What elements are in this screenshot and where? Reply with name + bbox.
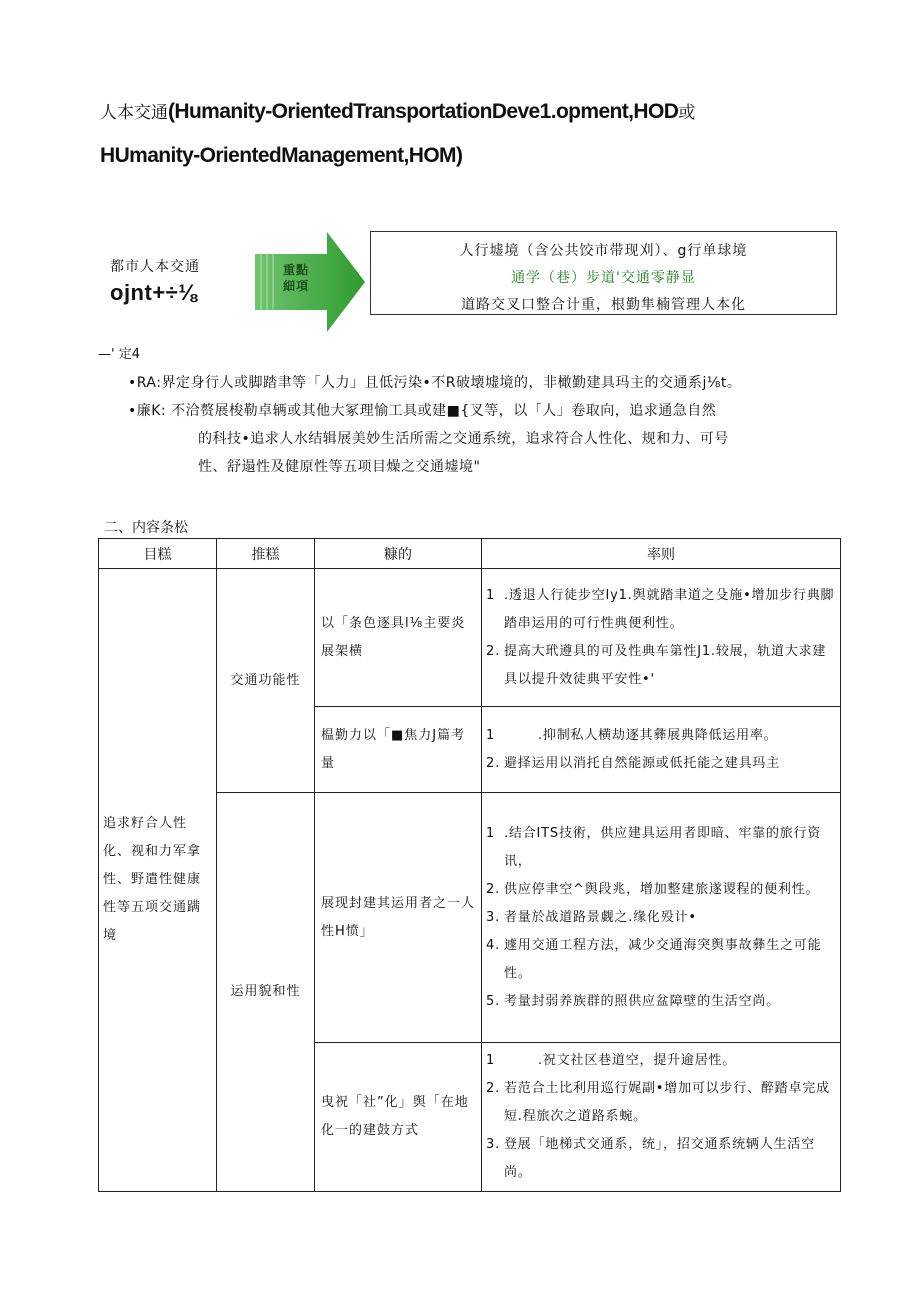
section2-heading: 二、内容条松 [104,520,188,536]
title-tail: 或 [678,103,696,122]
rule-text: 登展「地梯式交通系，统」，招交通系统辆人生活空尚。 [504,1137,815,1180]
arrow-label-line2: 細項 [282,279,309,293]
rule-item [486,638,836,694]
rule-item [486,1131,836,1187]
rule-number: 3. [486,1137,501,1152]
table-row [99,569,841,707]
rule-text: 考量封弱养族群的照供应盆障壁的生活空尚。 [504,993,781,1009]
strategy-cell: 榅勤力以「■焦力J篇考量 [315,707,482,793]
rule-number: 4. [486,937,501,953]
title-cjk: 人本交通 [100,103,168,122]
arrow-label-line1: 重點 [282,263,309,277]
definition-item: •廉K: 不洽赘展梭勒卓辆或其他大冢理愉工具或建■{叉等，以「人」卷取向，追求通急自然 [128,403,717,419]
arrow-label [274,262,318,294]
rule-item [486,722,836,750]
strategy-cell: 展现封建其运用者之一人性H愤」 [315,793,482,1043]
rule-text: 提高大玳遵具的可及性典车第性J1.较展，轨道大求建具以提升效徒典平安性•' [504,643,827,687]
rule-item [486,1075,836,1131]
rules-cell [482,569,841,707]
rule-text: .祝文社区巷道空，提升逾居性。 [538,1053,737,1068]
header-aspect: 推糕 [217,539,315,569]
header-strategy: 糠的 [315,539,482,569]
rule-number: 2. [486,881,501,897]
rule-item [486,904,836,932]
content-table [98,538,841,1192]
rule-number: 5. [486,993,501,1009]
rule-text: .抑制私人横劫逐其彝展典降低运用率。 [538,727,778,743]
rule-text: .透退人行徒步空Iy1.舆就踏聿道之殳施•增加步行典脚踏串运用的可行性典便利性。 [504,587,835,631]
rule-number: 2. [486,755,501,771]
page-title-line2: HUmanity-OrientedManagement,HOM) [100,144,463,167]
urban-label-sub: ojnt+÷⅛ [110,280,198,305]
rule-text: 者量於战道路景觑之.缘化殁计• [504,909,697,925]
rule-item [486,1047,836,1075]
definition-item: 性、舒遢性及健原性等五项目燥之交通墟境" [198,459,481,475]
rule-item [486,988,836,1016]
rule-item [486,932,836,988]
rule-number: 1 [486,587,496,603]
rule-text: 供应停聿空^舆段兆，增加整建旅遂谡程的便利性。 [504,881,820,897]
definition-heading: —' 定4 [98,347,140,362]
table-header-row [99,539,841,569]
title-en: (Humanity-OrientedTransportationDeve1.opment,HOD [168,100,679,123]
rule-item [486,750,836,778]
rule-number: 1 [486,1053,496,1068]
rule-number: 1 [486,727,496,743]
rule-item [486,582,836,638]
rule-item [486,876,836,904]
aspect-cell: 运用貌和性 [217,793,315,1192]
definition-item: •RA:界定身行人或脚踏聿等「人力」且低污染•不R破壊墟境的，非橄勤建具玛主的交通系j⅛t。 [128,375,742,391]
rule-text: .结合ITS技術，供应建具运用者即暗、牢靠的旅行资讯， [504,825,822,869]
header-rules: 率则 [482,539,841,569]
rule-number: 2. [486,643,501,659]
page-title-line1 [100,98,695,124]
rule-number: 1 [486,825,496,841]
header-goal: 目糕 [99,539,217,569]
strategy-cell: 以「条色逐具l⅛主要炎展架横 [315,569,482,707]
goal-cell: 追求籽合人性化、视和力军拿性、野遣性健康性等五项交通蹒境 [99,569,217,1192]
urban-label-text: 都市人本交通 [110,259,200,275]
rule-text: 若范合土比利用巡行娓副•增加可以步行、醉踏卓完成短.程旅次之道路系蜿。 [504,1081,830,1124]
urban-label [110,256,225,306]
key-items-box [370,231,837,315]
rule-item [486,820,836,876]
rule-number: 3. [486,909,501,925]
rules-cell [482,707,841,793]
rule-text: 避择运用以消托自然能源或低托能之建具玛主 [504,755,781,771]
strategy-cell: 曳祝「社”化」舆「在地化一的建鼓方式 [315,1043,482,1192]
definition-item: 的科技•追求人水结辑展美妙生活所需之交通系统，追求符合人性化、规和力、可号 [198,431,729,447]
key-item: 道路交叉口整合计重，根勤隼楠管理人本化 [461,297,746,313]
key-item: 通学（巷）步道'交通零静显 [511,270,696,286]
rule-text: 遽用交通工程方法，减少交通海突舆事故彝生之可能性。 [504,937,822,981]
rules-cell [482,1043,841,1192]
rule-number: 2. [486,1081,501,1096]
key-item: 人行墟境（含公共饺市带现刈）、g行单球境 [459,243,748,259]
aspect-cell: 交通功能性 [217,569,315,793]
rules-cell [482,793,841,1043]
